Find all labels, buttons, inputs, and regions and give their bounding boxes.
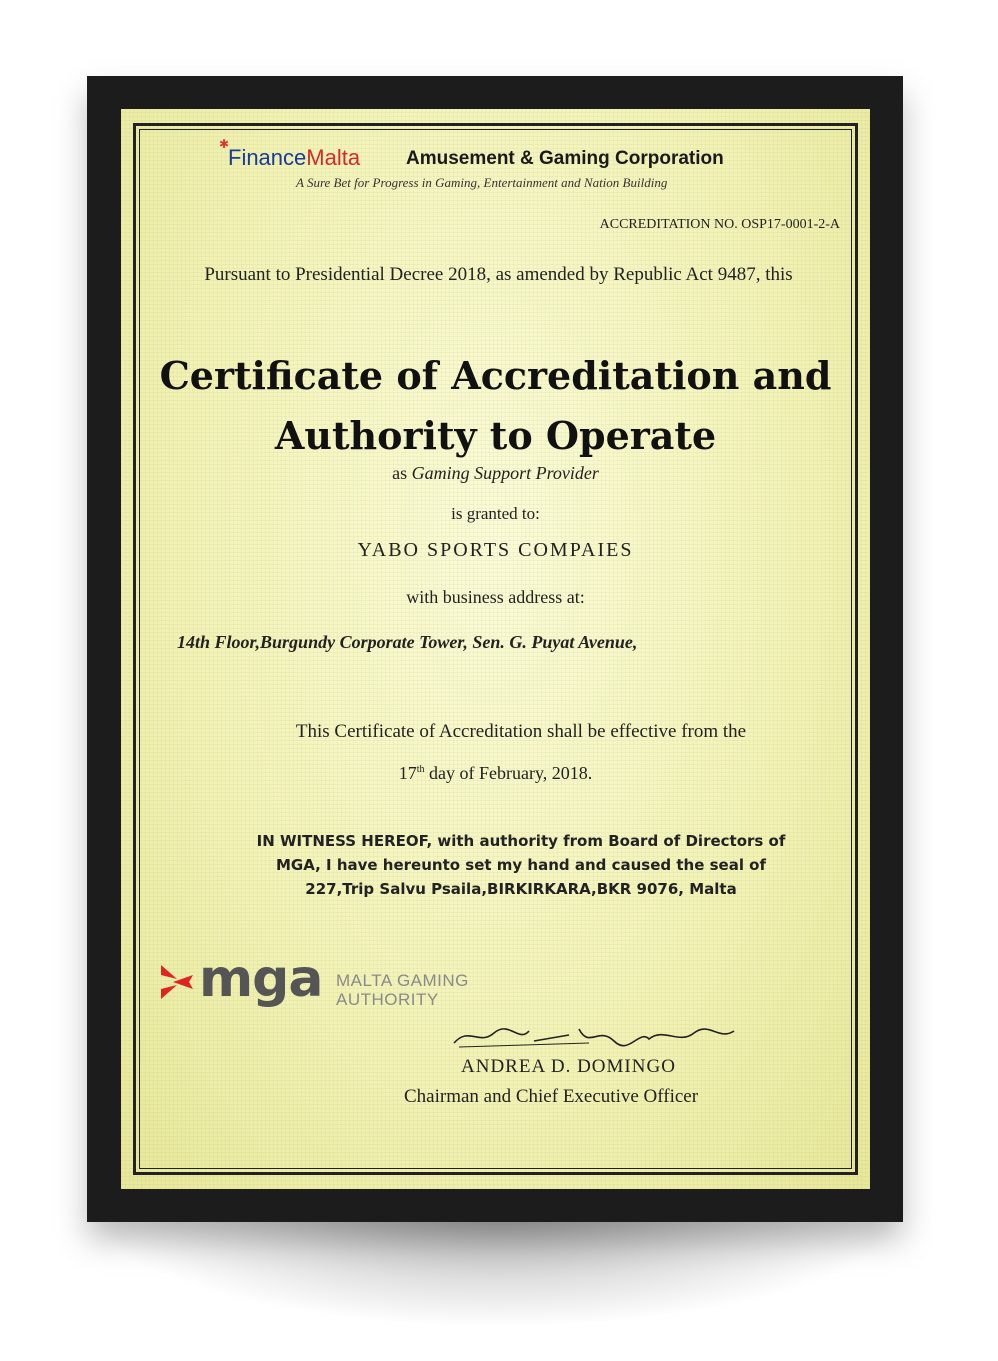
logo-malta: Malta [306,145,361,170]
role-prefix: as [392,463,408,483]
financemalta-logo [219,137,361,171]
granted-to: is granted to: [451,504,540,523]
role-name: Gaming Support Provider [411,463,599,483]
signer-title: Chairman and Chief Executive Officer [404,1086,699,1107]
title-line-2: Authority to Operate [274,413,717,458]
picture-frame [87,76,903,1222]
logo-finance: Finance [228,145,307,170]
tagline: A Sure Bet for Progress in Gaming, Entertainment and Nation Building [296,175,668,190]
certificate-paper [121,109,870,1189]
mga-line-2: AUTHORITY [336,990,439,1009]
accreditation-number: ACCREDITATION NO. OSP17-0001-2-A [599,217,840,232]
mga-line-1: MALTA GAMING [336,971,469,990]
corporation-name: Amusement & Gaming Corporation [406,148,724,169]
witness-line-1: IN WITNESS HEREOF, with authority from Board of Directors of [256,832,786,850]
mga-logo-text: mga [199,949,323,1009]
witness-line-2: MGA, I have hereunto set my hand and caused the seal of [275,856,767,874]
mga-logo-subtitle [336,971,469,1009]
mga-cross-icon [159,957,199,1007]
signature-icon [449,1021,739,1051]
signer-name: ANDREA D. DOMINGO [461,1056,676,1077]
date-suffix: th [416,764,425,775]
address-label: with business address at: [406,587,585,607]
date-rest: day of February, 2018. [424,763,593,783]
star-icon: ✱ [219,137,230,151]
pursuant-text: Pursuant to Presidential Decree 2018, as amended by Republic Act 9487, this [204,264,793,285]
effective-text: This Certificate of Accreditation shall be effective from the [295,721,747,742]
witness-statement [181,829,861,901]
role-line [121,463,870,484]
title-line-1: Certificate of Accreditation and [159,353,832,398]
date-day: 17 [398,763,417,783]
certificate-title [121,346,870,466]
frame-shadow [96,1205,902,1325]
witness-line-3: 227,Trip Salvu Psaila,BIRKIRKARA,BKR 9076, Malta [305,880,737,898]
company-name: YABO SPORTS COMPAIES [357,539,634,561]
business-address: 14th Floor,Burgundy Corporate Tower, Sen. G. Puyat Avenue, [177,632,638,652]
effective-date [121,763,870,784]
